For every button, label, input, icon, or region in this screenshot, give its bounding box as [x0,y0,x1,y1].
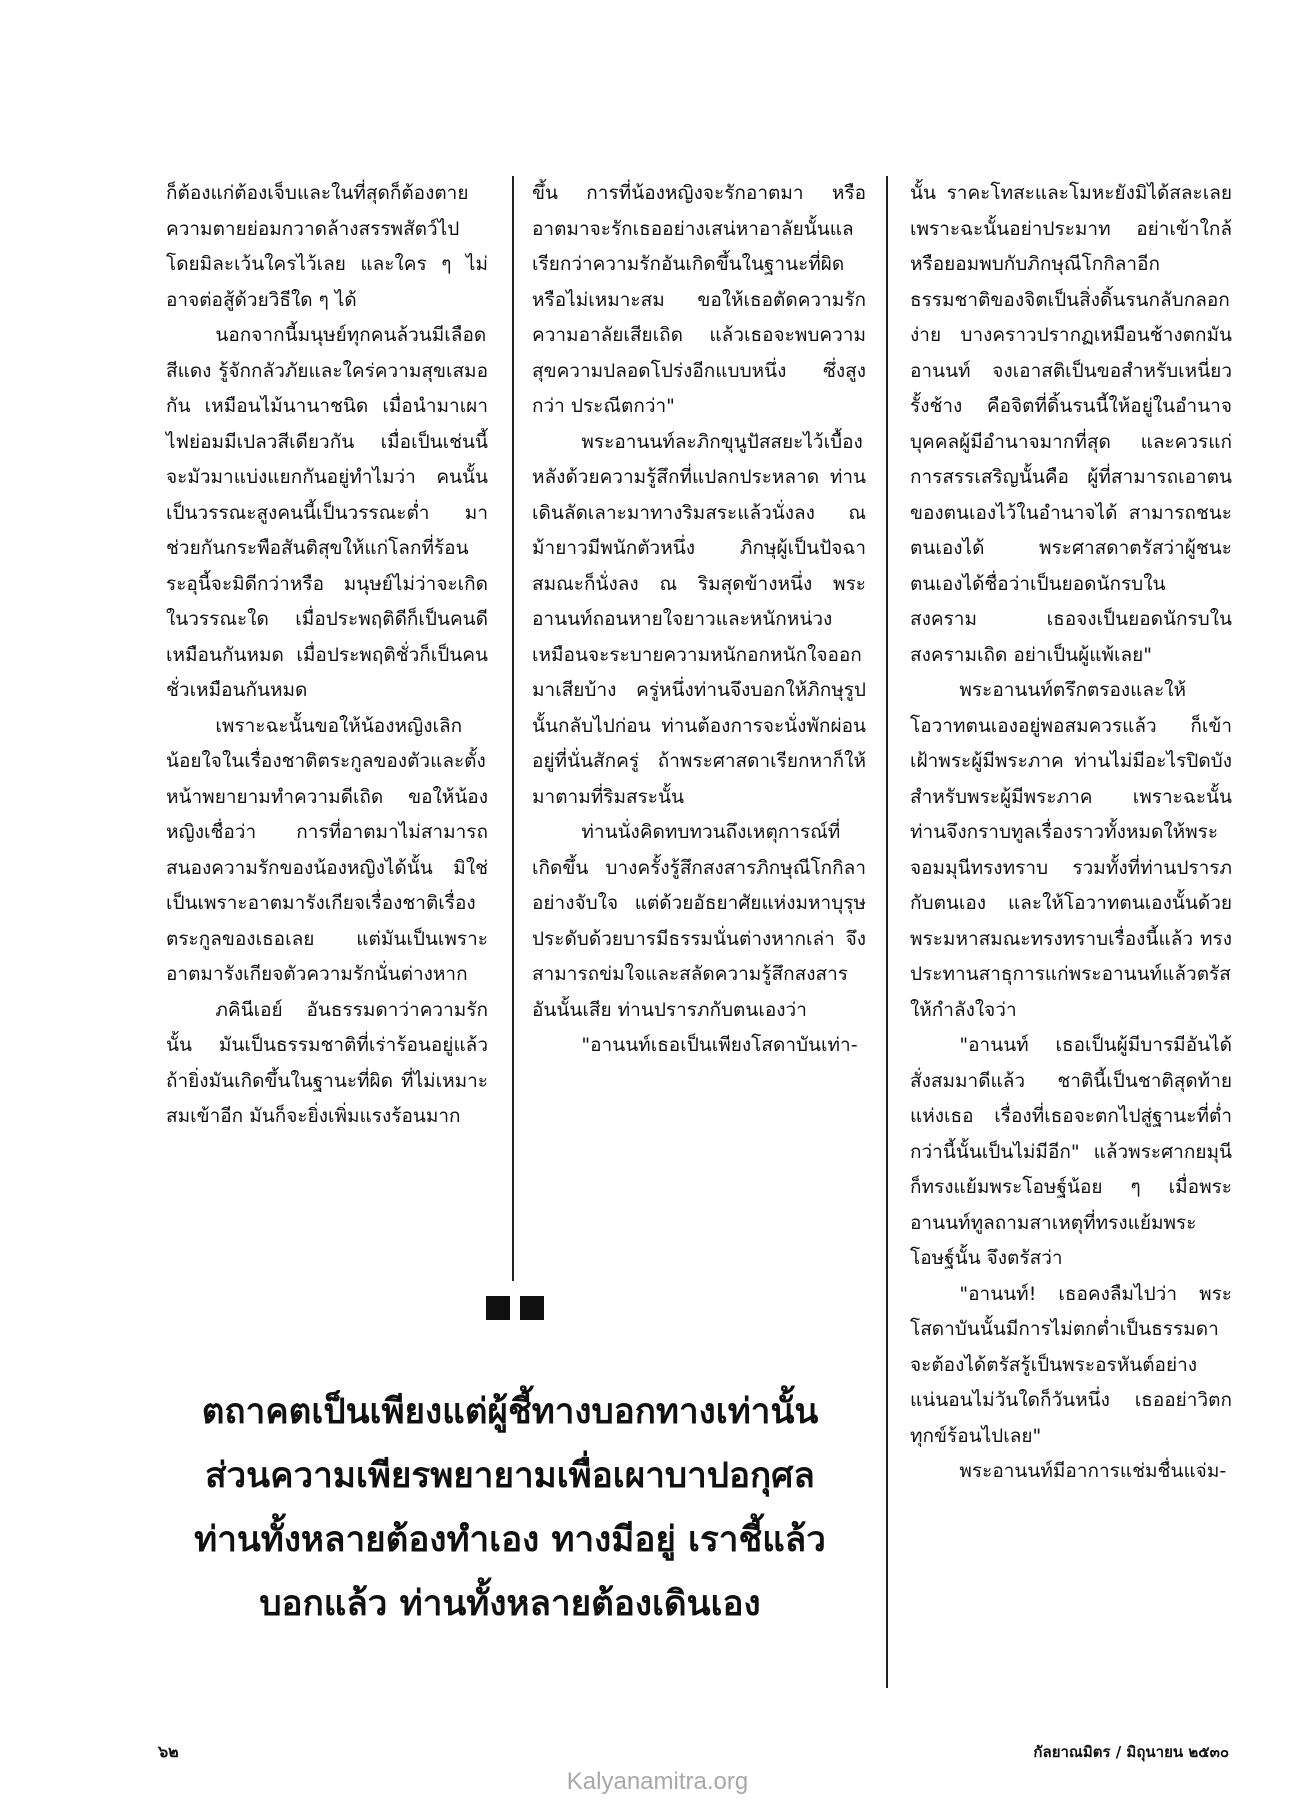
paragraph: พระอานนท์ตรึกตรองและให้โอวาทตนเองอยู่พอสมควรแล้ว ก็เข้าเฝ้าพระผู้มีพระภาค ท่านไม่มีอะไรปิดบังสำหรับพระผู้มีพระภาค เพราะฉะนั้นท่านจึงกราบทูลเรื่องราวทั้งหมดให้พระจอมมุนีทรงทราบ รวมทั้งที่ท่านปรารภกับตนเอง และให้โอวาทตนเองนั้นด้วย พระมหาสมณะทรงทราบเรื่องนี้แล้ว ทรงประทานสาธุการแก่พระอานนท์แล้วตรัสให้กำลังใจว่า [910,679,1232,1021]
quote-line: บอกแล้ว ท่านทั้งหลายต้องเดินเอง [259,1584,761,1624]
text-column-left [166,176,488,1135]
publication-info: กัลยาณมิตร / มิถุนายน ๒๕๓๐ [1033,1743,1229,1761]
column-divider [512,176,514,1281]
square-mark-icon [486,1296,510,1320]
column-divider [886,176,888,1688]
page-number: ๖๒ [158,1742,179,1761]
paragraph: พระอานนท์มีอาการแช่มชื่นแจ่ม- [959,1460,1227,1482]
text-column-middle [532,176,866,1064]
quote-line: ตถาคตเป็นเพียงแต่ผู้ชี้ทางบอกทางเท่านั้น [201,1392,819,1432]
paragraph: นั้น ราคะโทสะและโมหะยังมิได้สละเลย เพราะฉะนั้นอย่าประมาท อย่าเข้าใกล้หรือยอมพบกับภิกษุณีโกกิลาอีก ธรรมชาติของจิตเป็นสิ่งดิ้นรนกลับกลอกง่าย บางคราวปรากฏเหมือนช้างตกมัน อานนท์ จงเอาสติเป็นขอสำหรับเหนี่ยวรั้งช้าง คือจิตที่ดิ้นรนนี้ให้อยู่ในอำนาจ บุคคลผู้มีอำนาจมากที่สุด และควรแก่การสรรเสริญนั้นคือ ผู้ที่สามารถเอาตนของตนเองไว้ในอำนาจได้ สามารถชนะตนเองได้ พระศาสดาตรัสว่าผู้ชนะตนเองได้ชื่อว่าเป็นยอดนักรบในสงคราม เธอจงเป็นยอดนักรบในสงครามเถิด อย่าเป็นผู้แพ้เลย" [910,182,1232,666]
square-mark-icon [520,1296,544,1320]
quote-line: ส่วนความเพียรพยายามเพื่อเผาบาปอกุศล [205,1456,815,1496]
paragraph: นอกจากนี้มนุษย์ทุกคนล้วนมีเลือดสีแดง รู้จักกลัวภัยและใคร่ความสุขเสมอกัน เหมือนไม้นานาชนิด เมื่อนำมาเผาไฟย่อมมีเปลวสีเดียวกัน เมื่อเป็นเช่นนี้ จะมัวมาแบ่งแยกกันอยู่ทำไมว่า คนนั้นเป็นวรรณะสูงคนนี้เป็นวรรณะต่ำ มาช่วยกันกระพือสันติสุขให้แก่โลกที่ร้อนระอุนี้จะมิดีกว่าหรือ มนุษย์ไม่ว่าจะเกิดในวรรณะใด เมื่อประพฤติดีก็เป็นคนดีเหมือนกันหมด เมื่อประพฤติชั่วก็เป็นคนชั่วเหมือนกันหมด [166,324,488,701]
paragraph: ก็ต้องแก่ต้องเจ็บและในที่สุดก็ต้องตาย ความตายย่อมกวาดล้างสรรพสัตว์ไป โดยมิละเว้นใครไว้เลย และใคร ๆ ไม่อาจต่อสู้ด้วยวิธีใด ๆ ได้ [166,182,488,311]
watermark: Kalyanamitra.org [566,1768,749,1795]
paragraph: "อานนท์ เธอเป็นผู้มีบารมีอันได้สั่งสมมาดีแล้ว ชาตินี้เป็นชาติสุดท้ายแห่งเธอ เรื่องที่เธอจะตกไปสู่ฐานะที่ต่ำกว่านี้นั้นเป็นไม่มีอีก" แล้วพระศากยมุนีก็ทรงแย้มพระโอษฐ์น้อย ๆ เมื่อพระอานนท์ทูลถามสาเหตุที่ทรงแย้มพระโอษฐ์นั้น จึงตรัสว่า [910,1034,1232,1269]
paragraph: "อานนท์! เธอคงลืมไปว่า พระโสดาบันนั้นมีการไม่ตกต่ำเป็นธรรมดา จะต้องได้ตรัสรู้เป็นพระอรหันต์อย่างแน่นอนไม่วันใดก็วันหนึ่ง เธออย่าวิตกทุกข์ร้อนไปเลย" [910,1282,1232,1447]
paragraph: "อานนท์เธอเป็นเพียงโสดาบันเท่า- [581,1034,858,1056]
paragraph: เพราะฉะนั้นขอให้น้องหญิงเลิกน้อยใจในเรื่องชาติตระกูลของตัวและตั้งหน้าพยายามทำความดีเถิด ขอให้น้องหญิงเชื่อว่า การที่อาตมาไม่สามารถสนองความรักของน้องหญิงได้นั้น มิใช่เป็นเพราะอาตมารังเกียจเรื่องชาติเรื่องตระกูลของเธอเลย แต่มันเป็นเพราะอาตมารังเกียจตัวความรักนั่นต่างหาก [166,714,488,985]
pull-quote [160,1380,860,1636]
text-column-right [910,176,1232,1490]
section-marks [486,1296,544,1320]
quote-line: ท่านทั้งหลายต้องทำเอง ทางมีอยู่ เราชี้แล้ว [194,1520,826,1560]
paragraph: ภคินีเอย์ อันธรรมดาว่าความรักนั้น มันเป็นธรรมชาติที่เร่าร้อนอยู่แล้ว ถ้ายิ่งมันเกิดขึ้นในฐานะที่ผิด ที่ไม่เหมาะสมเข้าอีก มันก็จะยิ่งเพิ่มแรงร้อนมาก [166,998,488,1127]
paragraph: ขึ้น การที่น้องหญิงจะรักอาตมา หรืออาตมาจะรักเธออย่างเสน่หาอาลัยนั้นแลเรียกว่าความรักอันเกิดขึ้นในฐานะที่ผิดหรือไม่เหมาะสม ขอให้เธอตัดความรักความอาลัยเสียเถิด แล้วเธอจะพบความสุขความปลอดโปร่งอีกแบบหนึ่ง ซึ่งสูงกว่า ประณีตกว่า" [532,182,866,417]
paragraph: ท่านนั่งคิดทบทวนถึงเหตุการณ์ที่เกิดขึ้น บางครั้งรู้สึกสงสารภิกษุณีโกกิลาอย่างจับใจ แต่ด้วยอัธยาศัยแห่งมหาบุรุษประดับด้วยบารมีธรรมนั่นต่างหากเล่า จึงสามารถข่มใจและสลัดความรู้สึกสงสารอันนั้นเสีย ท่านปรารภกับตนเองว่า [532,821,866,1021]
paragraph: พระอานนท์ละภิกขุนูปัสสยะไว้เบื้องหลังด้วยความรู้สึกที่แปลกประหลาด ท่านเดินลัดเลาะมาทางริมสระแล้วนั่งลง ณ ม้ายาวมีพนักตัวหนึ่ง ภิกษุผู้เป็นปัจฉาสมณะก็นั่งลง ณ ริมสุดข้างหนึ่ง พระอานนท์ถอนหายใจยาวและหนักหน่วง เหมือนจะระบายความหนักอกหนักใจออกมาเสียบ้าง ครู่หนึ่งท่านจึงบอกให้ภิกษุรูปนั้นกลับไปก่อน ท่านต้องการจะนั่งพักผ่อนอยู่ที่นั่นสักครู่ ถ้าพระศาสดาเรียกหาก็ให้มาตามที่ริมสระนั้น [532,430,866,808]
